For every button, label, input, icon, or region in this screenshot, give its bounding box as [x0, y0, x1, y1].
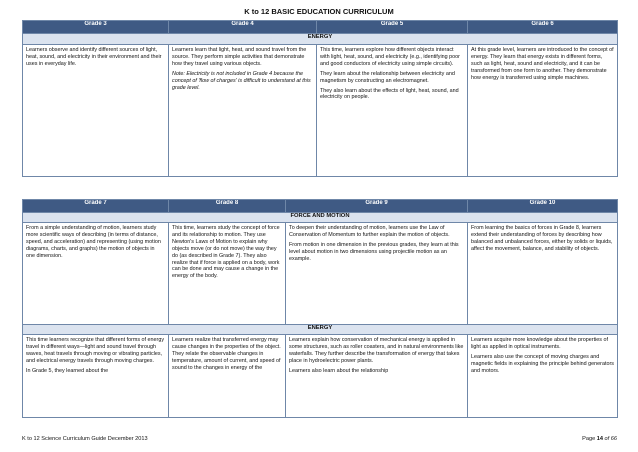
- header-grade-5: Grade 5: [317, 21, 468, 34]
- grade-5-energy-text-2: They learn about the relationship between electricity and magnetism by constructing an electromagnet.: [320, 70, 455, 84]
- cell-grade-6-energy: [468, 45, 618, 177]
- grade-5-energy-text-3: They also learn about the effects of light, heat, sound, and electricity on people.: [320, 87, 459, 101]
- grade-7-energy-text-2: In Grade 5, they learned about the: [26, 367, 109, 374]
- curriculum-table-grades-3-6: [22, 20, 618, 177]
- grade-9-energy-text-2: Learners also learn about the relationship: [289, 367, 389, 374]
- cell-grade-7-force: [23, 223, 169, 325]
- grade-7-force-text: From a simple understanding of motion, learners study more scientific ways of describing (in terms of distance, speed, and acceleration) and representing (using motion diagrams, charts, and graphs) the motion of objects in one dimension.: [26, 225, 161, 259]
- grade-4-energy-note: Note: Electricity is not included in Grade 4 because the concept of 'flow of charges' is difficult to understand at this grade level.: [172, 70, 311, 91]
- header-grade-7: Grade 7: [23, 200, 169, 213]
- grade-10-force-text: From learning the basics of forces in Grade 8, learners extend their understanding of forces by describing how balanced and unbalanced forces, either by solids or liquids, affect the movement, balance, and stability of objects.: [471, 225, 613, 252]
- grade-10-energy-text-1: Learners acquire more knowledge about the properties of light as applied in optical instruments.: [471, 337, 608, 350]
- grade-3-energy-text: Learners observe and identify different sources of light, heat, sound, and electricity in their environment and their uses in everyday life.: [26, 47, 162, 67]
- cell-grade-9-force: [286, 223, 468, 325]
- page-title: K to 12 BASIC EDUCATION CURRICULUM: [244, 7, 394, 16]
- header-grade-10: Grade 10: [468, 200, 618, 213]
- header-grade-4: Grade 4: [169, 21, 317, 34]
- cell-grade-7-energy: [23, 335, 169, 418]
- grade-6-energy-text: At this grade level, learners are introduced to the concept of energy. They learn that energy exists in different forms, such as light, heat, sound and electricity, and it can be transformed from one form to another. They demonstrate how energy is transferred using simple machines.: [471, 47, 614, 81]
- grade-4-energy-text: Learners learn that light, heat, and sound travel from the source. They perform simple activities that demonstrate how they travel using various objects.: [172, 47, 307, 67]
- page-total: of 66: [603, 436, 617, 442]
- cell-grade-10-force: [468, 223, 618, 325]
- header-grade-8: Grade 8: [169, 200, 286, 213]
- grade-8-force-text: This time, learners study the concept of force and its relationship to motion. They use Newton's Laws of Motion to explain why objects move (or do not move) the way they do (as described in Grade 7). They also realize that if force is applied on a body, work can be done and may cause a change in the energy of the body.: [172, 225, 280, 280]
- footer-guide-title: K to 12 Science Curriculum Guide December 2013: [22, 436, 148, 442]
- grade-9-force-text-1: To deepen their understanding of motion, learners use the Law of Conservation of Momentum to further explain the motion of objects.: [289, 225, 450, 238]
- grade-5-energy-text-1: This time, learners explore how different objects interact with light, heat, sound, and electricity (e.g., identifying poor and good conductors of electricity using simple circuits).: [320, 47, 460, 67]
- page-current: 14: [596, 436, 603, 442]
- grade-9-force-text-2: From motion in one dimension in the previous grades, they learn at this level about motion in two dimensions using projectile motion as an example.: [289, 241, 459, 262]
- page-prefix: Page: [582, 436, 597, 442]
- grade-7-energy-text-1: This time learners recognize that different forms of energy travel in different ways—light and sound travel through waves, heat travels through moving or vibrating particles, and electrical energy travels through moving charges.: [26, 337, 165, 364]
- cell-grade-10-energy: [468, 335, 618, 418]
- section-force-and-motion: FORCE AND MOTION: [23, 213, 618, 223]
- cell-grade-9-energy: [286, 335, 468, 418]
- cell-grade-5-energy: [317, 45, 468, 177]
- header-grade-6: Grade 6: [468, 21, 618, 34]
- cell-grade-8-energy: [169, 335, 286, 418]
- grade-10-energy-text-2: Learners also use the concept of moving charges and magnetic fields in explaining the principle behind generators and motors.: [471, 353, 614, 374]
- grade-8-energy-text: Learners realize that transferred energy may cause changes in the properties of the object. They relate the observable changes in temperature, amount of current, and speed of sound to the changes in energy of the: [172, 337, 281, 371]
- cell-grade-3-energy: [23, 45, 169, 177]
- section-energy: ENERGY: [23, 34, 618, 45]
- section-energy-2: ENERGY: [23, 325, 618, 335]
- cell-grade-4-energy: [169, 45, 317, 177]
- header-grade-3: Grade 3: [23, 21, 169, 34]
- footer-page-number: [582, 436, 617, 442]
- grade-9-energy-text-1: Learners explain how conservation of mechanical energy is applied in some structures, such as roller coasters, and in natural environments like waterfalls. They further describe the transformation of energy that takes place in hydroelectric power plants.: [289, 337, 464, 364]
- cell-grade-8-force: [169, 223, 286, 325]
- curriculum-table-grades-7-10: [22, 199, 618, 418]
- header-grade-9: Grade 9: [286, 200, 468, 213]
